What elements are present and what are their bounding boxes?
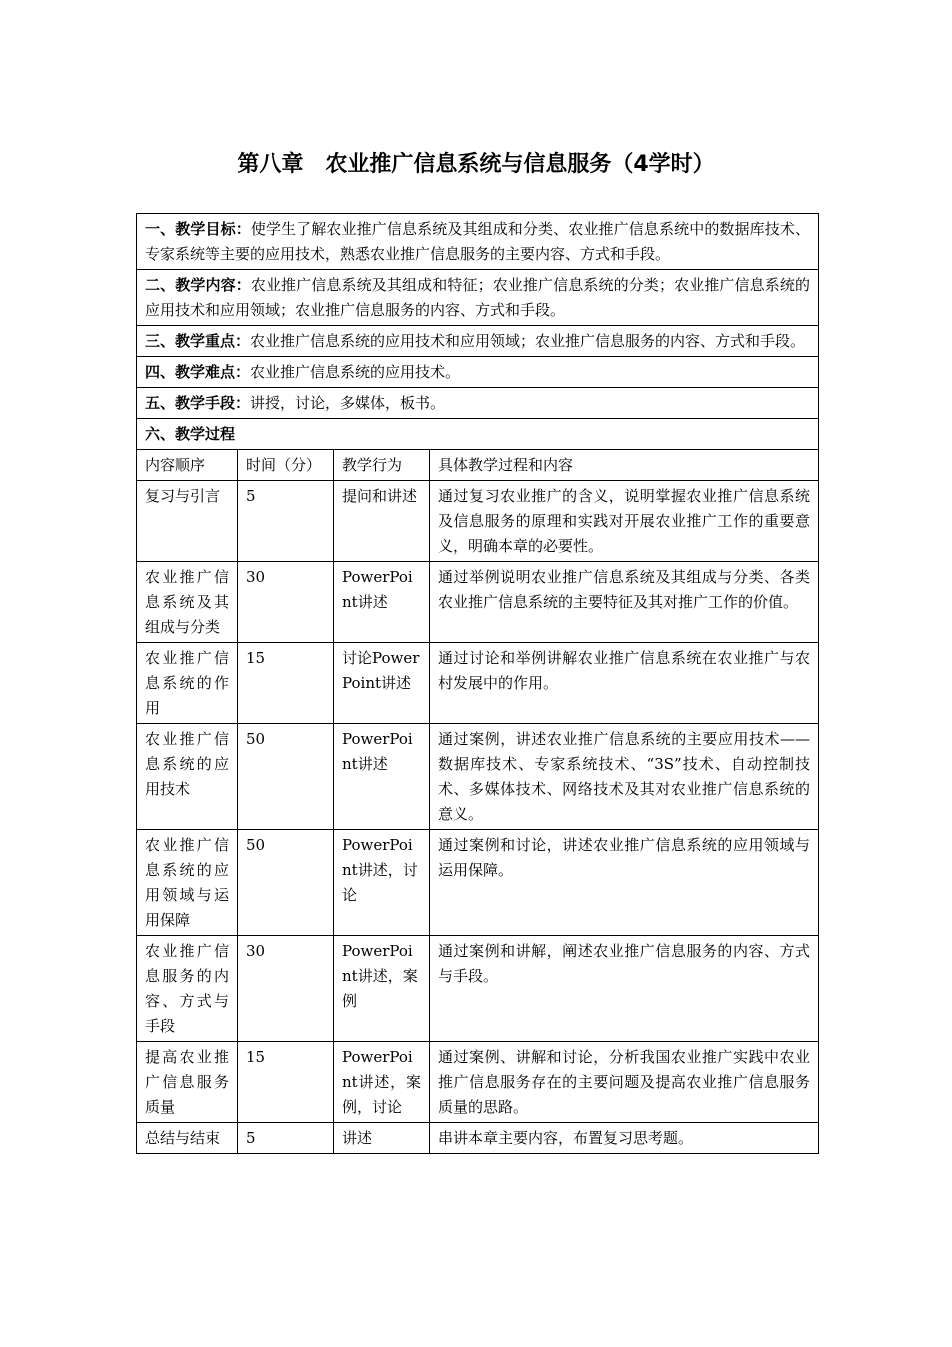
table-row [137, 1123, 819, 1154]
cell-order: 提高农业推广信息服务质量 [137, 1042, 238, 1123]
section-cell [137, 270, 819, 326]
cell-time: 5 [238, 1123, 334, 1154]
section-cell [137, 357, 819, 388]
cell-order: 农业推广信息系统的作用 [137, 643, 238, 724]
section-row-content [137, 270, 819, 326]
table-row [137, 481, 819, 562]
cell-order: 复习与引言 [137, 481, 238, 562]
header-content: 具体教学过程和内容 [430, 450, 819, 481]
table-row [137, 562, 819, 643]
cell-method: 提问和讲述 [334, 481, 430, 562]
section-colon: ： [235, 363, 251, 381]
table-row [137, 724, 819, 830]
section-colon: ： [235, 220, 251, 238]
header-time: 时间（分） [238, 450, 334, 481]
cell-time: 50 [238, 830, 334, 936]
cell-time: 15 [238, 1042, 334, 1123]
section-row-difficulties [137, 357, 819, 388]
cell-content: 通过案例、讲解和讨论，分析我国农业推广实践中农业推广信息服务存在的主要问题及提高农业推广信息服务质量的思路。 [430, 1042, 819, 1123]
cell-time: 5 [238, 481, 334, 562]
section-cell [137, 326, 819, 357]
cell-content: 串讲本章主要内容，布置复习思考题。 [430, 1123, 819, 1154]
section-row-methods [137, 388, 819, 419]
section-label: 二、教学内容 [145, 276, 236, 294]
cell-content: 通过案例和讲解，阐述农业推广信息服务的内容、方式与手段。 [430, 936, 819, 1042]
cell-method: PowerPoint讲述 [334, 562, 430, 643]
section-colon: ： [235, 394, 251, 412]
cell-time: 15 [238, 643, 334, 724]
section-text: 使学生了解农业推广信息系统及其组成和分类、农业推广信息系统中的数据库技术、专家系统等主要的应用技术，熟悉农业推广信息服务的主要内容、方式和手段。 [145, 220, 811, 263]
header-order: 内容顺序 [137, 450, 238, 481]
table-row [137, 1042, 819, 1123]
section-colon: ： [235, 332, 251, 350]
cell-order: 农业推广信息系统的应用领域与运用保障 [137, 830, 238, 936]
section-label: 一、教学目标 [145, 220, 236, 238]
cell-method: PowerPoint讲述，讨论 [334, 830, 430, 936]
section-row-goals [137, 214, 819, 270]
cell-content: 通过案例，讲述农业推广信息系统的主要应用技术——数据库技术、专家系统技术、“3S”技术、自动控制技术、多媒体技术、网络技术及其对农业推广信息系统的意义。 [430, 724, 819, 830]
cell-method: 讲述 [334, 1123, 430, 1154]
section-label: 三、教学重点 [145, 332, 236, 350]
section-text: 讲授，讨论，多媒体，板书。 [250, 394, 446, 412]
section-text: 农业推广信息系统的应用技术和应用领域；农业推广信息服务的内容、方式和手段。 [250, 332, 806, 350]
page-title: 第八章 农业推广信息系统与信息服务（4学时） [237, 152, 715, 177]
cell-content: 通过案例和讨论，讲述农业推广信息系统的应用领域与运用保障。 [430, 830, 819, 936]
cell-order: 农业推广信息系统的应用技术 [137, 724, 238, 830]
section-label: 六、教学过程 [145, 425, 236, 443]
cell-method: PowerPoint讲述 [334, 724, 430, 830]
section-colon: ： [235, 276, 251, 294]
cell-order: 农业推广信息服务的内容、方式与手段 [137, 936, 238, 1042]
cell-method: PowerPoint讲述，案例 [334, 936, 430, 1042]
section-text: 农业推广信息系统及其组成和特征；农业推广信息系统的分类；农业推广信息系统的应用技术和应用领域；农业推广信息服务的内容、方式和手段。 [145, 276, 811, 319]
cell-time: 50 [238, 724, 334, 830]
section-label: 四、教学难点 [145, 363, 236, 381]
cell-method: 讨论PowerPoint讲述 [334, 643, 430, 724]
cell-order: 总结与结束 [137, 1123, 238, 1154]
cell-order: 农业推广信息系统及其组成与分类 [137, 562, 238, 643]
section-cell [137, 214, 819, 270]
cell-method: PowerPoint讲述，案例，讨论 [334, 1042, 430, 1123]
cell-time: 30 [238, 562, 334, 643]
cell-time: 30 [238, 936, 334, 1042]
table-header-row [137, 450, 819, 481]
section-cell [137, 419, 819, 450]
table-row [137, 830, 819, 936]
section-label: 五、教学手段 [145, 394, 236, 412]
cell-content: 通过复习农业推广的含义，说明掌握农业推广信息系统及信息服务的原理和实践对开展农业推广工作的重要意义，明确本章的必要性。 [430, 481, 819, 562]
header-method: 教学行为 [334, 450, 430, 481]
cell-content: 通过举例说明农业推广信息系统及其组成与分类、各类农业推广信息系统的主要特征及其对推广工作的价值。 [430, 562, 819, 643]
cell-content: 通过讨论和举例讲解农业推广信息系统在农业推广与农村发展中的作用。 [430, 643, 819, 724]
lesson-plan-table [136, 213, 819, 1154]
table-row [137, 936, 819, 1042]
table-row [137, 643, 819, 724]
section-cell [137, 388, 819, 419]
section-row-process [137, 419, 819, 450]
section-row-key-points [137, 326, 819, 357]
section-text: 农业推广信息系统的应用技术。 [250, 363, 461, 381]
